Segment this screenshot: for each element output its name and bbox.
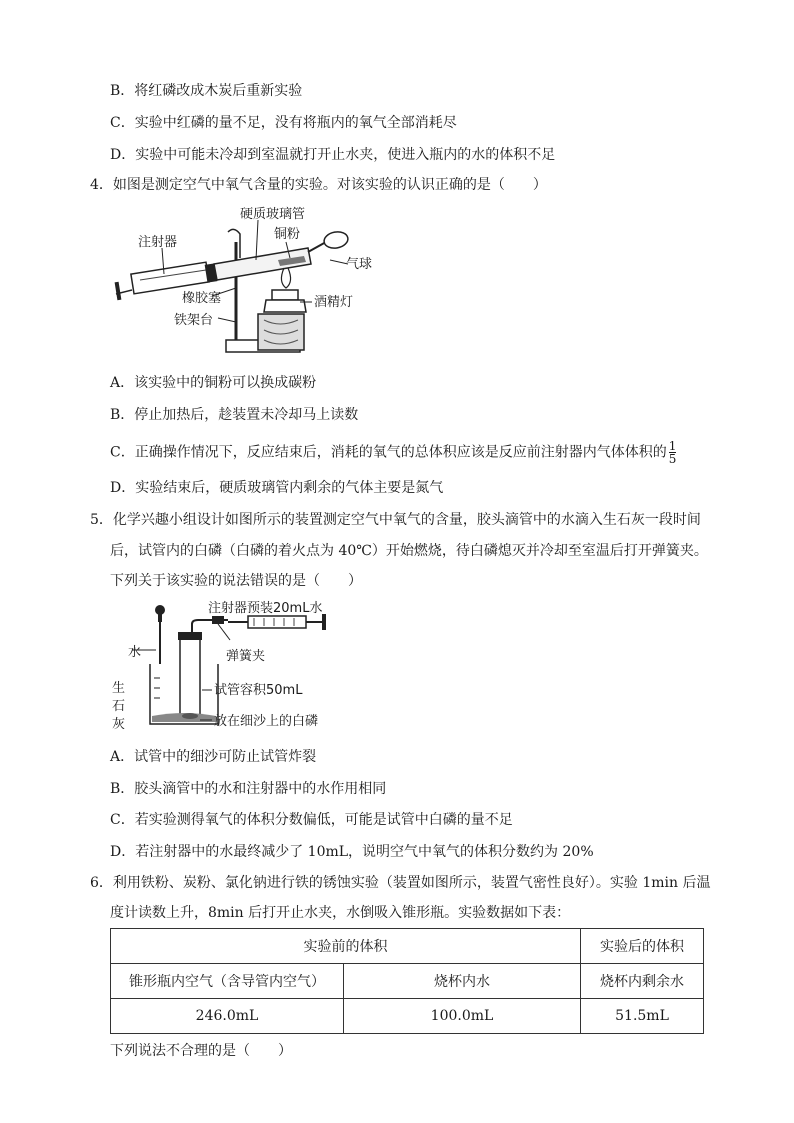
fraction (669, 440, 677, 465)
label-tube-volume: 试管容积50mL (214, 683, 303, 698)
q4-option-b: B．停止加热后，趁装置未冷却马上读数 (110, 407, 359, 423)
col-flask-air: 锥形瓶内空气（含导管内空气） (111, 964, 344, 999)
q3-option-c: C．实验中红磷的量不足，没有将瓶内的氧气全部消耗尽 (110, 115, 457, 131)
label-balloon: 气球 (346, 257, 373, 272)
table-row (111, 964, 704, 999)
val-beaker-water: 100.0mL (344, 999, 581, 1034)
q3-option-d: D．实验中可能未冷却到室温就打开止水夹，使进入瓶内的水的体积不足 (110, 147, 556, 163)
label-syringe-water: 注射器预装20mL水 (208, 601, 323, 616)
label-copper: 铜粉 (274, 227, 301, 242)
q5-option-c: C．若实验测得氧气的体积分数偏低，可能是试管中白磷的量不足 (110, 812, 513, 828)
fraction-denominator: 5 (668, 452, 677, 466)
label-lime-3: 灰 (112, 717, 126, 732)
label-lamp: 酒精灯 (314, 295, 354, 310)
q5-stem-line1: 5．化学兴趣小组设计如图所示的装置测定空气中氧气的含量，胶头滴管中的水滴入生石灰一段时间 (90, 512, 701, 528)
q6-stem-line2: 度计读数上升，8min 后打开止水夹，水倒吸入锥形瓶。实验数据如下表： (110, 905, 571, 921)
label-water: 水 (128, 645, 142, 660)
q4-option-d: D．实验结束后，硬质玻璃管内剩余的气体主要是氮气 (110, 480, 444, 496)
label-phosphorus: 放在细沙上的白磷 (214, 714, 319, 729)
val-remaining-water: 51.5mL (581, 999, 704, 1034)
q5-option-a: A．试管中的细沙可防止试管炸裂 (110, 749, 317, 765)
q4-apparatus-figure (108, 202, 408, 362)
q5-apparatus-figure (108, 598, 348, 738)
label-clip: 弹簧夹 (226, 649, 266, 664)
q6-after-table: 下列说法不合理的是（ ） (110, 1043, 292, 1059)
q5-stem-line3: 下列关于该实验的说法错误的是（ ） (110, 573, 362, 589)
label-syringe: 注射器 (138, 235, 178, 250)
label-lime-2: 石 (112, 699, 126, 714)
q4-option-a: A．该实验中的铜粉可以换成碳粉 (110, 375, 317, 391)
label-tube: 硬质玻璃管 (240, 207, 306, 222)
q5-option-d: D．若注射器中的水最终减少了 10mL，说明空气中氧气的体积分数约为 20% (110, 844, 594, 860)
header-before: 实验前的体积 (111, 929, 581, 964)
val-flask-air: 246.0mL (111, 999, 344, 1034)
label-stand: 铁架台 (174, 313, 214, 328)
q4-option-c-text: C．正确操作情况下，反应结束后，消耗的氧气的总体积应该是反应前注射器内气体体积的 (110, 444, 667, 461)
fraction-numerator: 1 (668, 439, 677, 453)
q5-stem-line2: 后，试管内的白磷（白磷的着火点为 40℃）开始燃烧，待白磷熄灭并冷却至室温后打开弹簧夹。 (110, 543, 708, 559)
col-beaker-water: 烧杯内水 (344, 964, 581, 999)
q4-stem: 4．如图是测定空气中氧气含量的实验。对该实验的认识正确的是（ ） (90, 177, 547, 193)
col-remaining-water: 烧杯内剩余水 (581, 964, 704, 999)
q4-option-c (110, 440, 676, 465)
table-row (111, 999, 704, 1034)
header-after: 实验后的体积 (581, 929, 704, 964)
q6-stem-line1: 6．利用铁粉、炭粉、氯化钠进行铁的锈蚀实验（装置如图所示，装置气密性良好）。实验 1min 后温 (90, 875, 711, 891)
q3-option-b: B．将红磷改成木炭后重新实验 (110, 83, 303, 99)
label-stopper: 橡胶塞 (182, 291, 222, 306)
q5-option-b: B．胶头滴管中的水和注射器中的水作用相同 (110, 781, 387, 797)
label-lime-1: 生 (112, 681, 126, 696)
q6-data-table (110, 928, 704, 1034)
table-row (111, 929, 704, 964)
